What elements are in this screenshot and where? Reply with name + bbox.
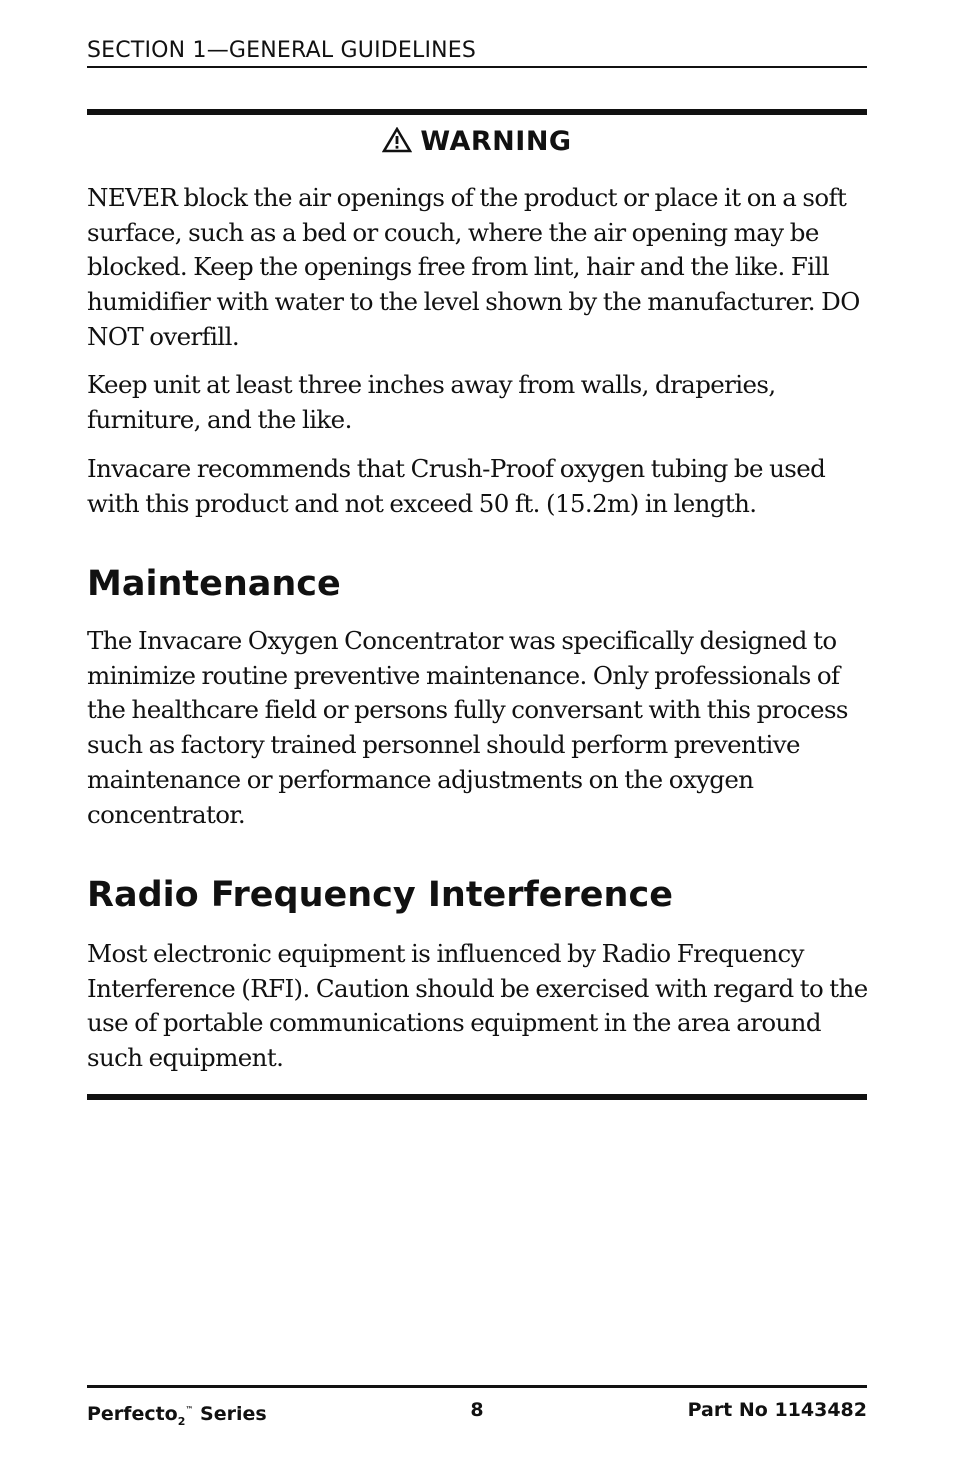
maintenance-paragraph: The Invacare Oxygen Concentrator was specifically designed to minimize routine preventive maintenance. Only professionals of the healthcare field or persons fully conversant with this process such as factory trained personnel should perform preventive maintenance or performance adjustments on the oxygen concentrator.: [87, 626, 848, 829]
warning-paragraph-2: Keep unit at least three inches away from walls, draperies, furniture, and the like.: [87, 370, 776, 434]
warning-top-rule: [87, 109, 867, 115]
footer-part-number: Part No 1143482: [687, 1399, 867, 1421]
maintenance-heading: Maintenance: [87, 564, 341, 604]
footer-product-name: Perfecto$_2$™ Series: [87, 1403, 267, 1428]
warning-paragraph-1: NEVER block the air openings of the product or place it on a soft surface, such as a bed or couch, where the air opening may be blocked. Keep the openings free from lint, hair and the like. Fill humidifier with water to the level shown by the manufacturer. DO NOT overfill.: [87, 183, 860, 351]
rfi-heading: Radio Frequency Interference: [87, 875, 673, 915]
warning-bottom-rule: [87, 1094, 867, 1100]
warning-label: WARNING: [420, 126, 572, 157]
footer: [87, 1396, 867, 1428]
footer-page-number: 8: [470, 1399, 484, 1421]
warning-paragraph-3: Invacare recommends that Crush-Proof oxygen tubing be used with this product and not exceed 50 ft. (15.2m) in length.: [87, 454, 826, 518]
section-header: SECTION 1—GENERAL GUIDELINES: [87, 36, 867, 68]
footer-rule: [87, 1385, 867, 1388]
rfi-paragraph: Most electronic equipment is influenced by Radio Frequency Interference (RFI). Caution should be exercised with regard to the use of portable communications equipment in the area around such equipment.: [87, 939, 868, 1073]
warning-title: [87, 124, 867, 160]
warning-triangle-icon: [382, 126, 420, 157]
